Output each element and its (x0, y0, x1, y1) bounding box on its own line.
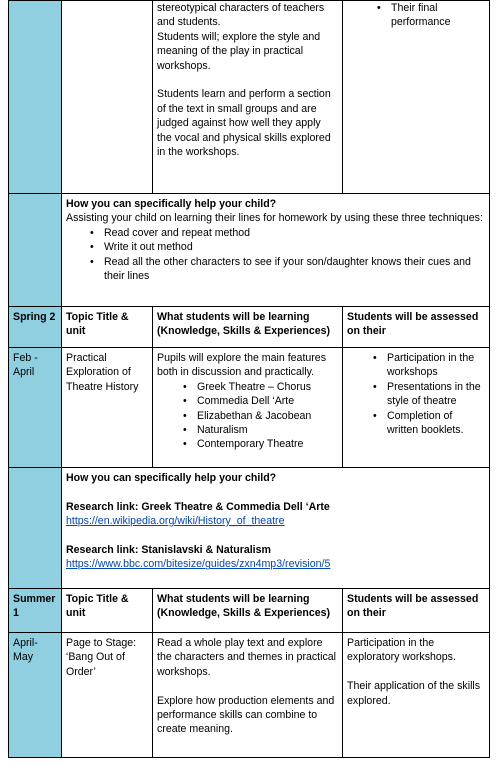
term-cell (9, 468, 62, 589)
column-header-assessed: Students will be assessed on their (343, 307, 490, 348)
research-link-label: Research link: Greek Theatre & Commedia Dell ‘Arte (66, 500, 330, 513)
help-heading: How you can specifically help your child? (66, 198, 277, 210)
assessed-cell (343, 1, 490, 194)
list-item: • Read all the other characters to see if your son/daughter knows their cues and their lines (104, 255, 485, 284)
column-header-topic: Topic Title & unit (62, 307, 153, 348)
learning-line: the vocal and physical skills explored (157, 131, 331, 144)
learning-cell (153, 1, 343, 194)
date-cell: Feb - April (9, 348, 62, 468)
learning-line: Students will; explore the style and (157, 30, 321, 43)
list-item: • Their final performance (391, 1, 485, 30)
help-cell (62, 468, 490, 589)
assessed-list (347, 351, 485, 437)
date-cell: April- May (9, 633, 62, 758)
list-item: • Write it out method (104, 240, 485, 254)
term-cell (9, 1, 62, 194)
table-row (9, 194, 490, 307)
column-header-learning: What students will be learning (Knowledge, Skills & Experiences) (153, 307, 343, 348)
help-heading: How you can specifically help your child? (66, 472, 277, 484)
learning-line: of the text in small groups and are (157, 102, 317, 115)
research-link-label: Research link: Stanislavski & Naturalism (66, 544, 271, 556)
learning-cell (153, 348, 343, 468)
table-row (9, 633, 490, 758)
assessed-paragraph: Participation in the exploratory workshops. (347, 637, 456, 664)
list-item: • Participation in the workshops (387, 351, 485, 380)
assessed-cell (343, 348, 490, 468)
research-link[interactable]: https://en.wikipedia.org/wiki/History_of_theatre (66, 515, 285, 528)
table-row (9, 1, 490, 194)
learning-line: judged against how well they apply (157, 117, 321, 130)
learning-line: workshops. (157, 59, 211, 72)
learning-line: Students learn and perform a section (157, 88, 331, 101)
column-header-topic: Topic Title & unit (62, 589, 153, 633)
term-label: Summer 1 (9, 589, 62, 633)
learning-list (157, 380, 338, 452)
assessed-cell (343, 633, 490, 758)
table-row (9, 589, 490, 633)
assessed-list (347, 1, 485, 30)
learning-paragraph: Explore how production elements and performance skills can combine to create meaning. (157, 694, 335, 736)
list-item: • Greek Theatre – Chorus (197, 380, 338, 394)
topic-cell (62, 1, 153, 194)
list-item: • Completion of written booklets. (387, 409, 485, 438)
column-header-assessed: Students will be assessed on their (343, 589, 490, 633)
research-link[interactable]: https://www.bbc.com/bitesize/guides/zxn4mp3/revision/5 (66, 558, 331, 571)
topic-cell: Page to Stage: ‘Bang Out of Order’ (62, 633, 153, 758)
column-header-learning: What students will be learning (Knowledge, Skills & Experiences) (153, 589, 343, 633)
term-cell (9, 194, 62, 307)
learning-line: meaning of the play in practical (157, 45, 304, 58)
list-item: • Elizabethan & Jacobean (197, 409, 338, 423)
list-item: • Commedia Dell ‘Arte (197, 394, 338, 408)
curriculum-table (8, 0, 490, 758)
learning-line: and students. (157, 16, 221, 29)
topic-cell: Practical Exploration of Theatre History (62, 348, 153, 468)
list-item: • Naturalism (197, 423, 338, 437)
table-row (9, 307, 490, 348)
learning-cell (153, 633, 343, 758)
table-row (9, 468, 490, 589)
learning-line: in the workshops. (157, 146, 240, 159)
learning-line: stereotypical characters of teachers (157, 2, 325, 14)
table-row (9, 348, 490, 468)
help-intro: Assisting your child on learning their lines for homework by using these three techniques: (66, 212, 483, 225)
assessed-paragraph: Their application of the skills explored. (347, 680, 481, 707)
list-item: • Presentations in the style of theatre (387, 380, 485, 409)
help-list (66, 226, 485, 284)
learning-paragraph: Read a whole play text and explore the characters and themes in practical workshops. (157, 637, 337, 678)
learning-intro: Pupils will explore the main features both in discussion and practically. (157, 352, 326, 379)
term-label: Spring 2 (9, 307, 62, 348)
list-item: • Read cover and repeat method (104, 226, 485, 240)
list-item: • Contemporary Theatre (197, 437, 338, 451)
help-cell (62, 194, 490, 307)
